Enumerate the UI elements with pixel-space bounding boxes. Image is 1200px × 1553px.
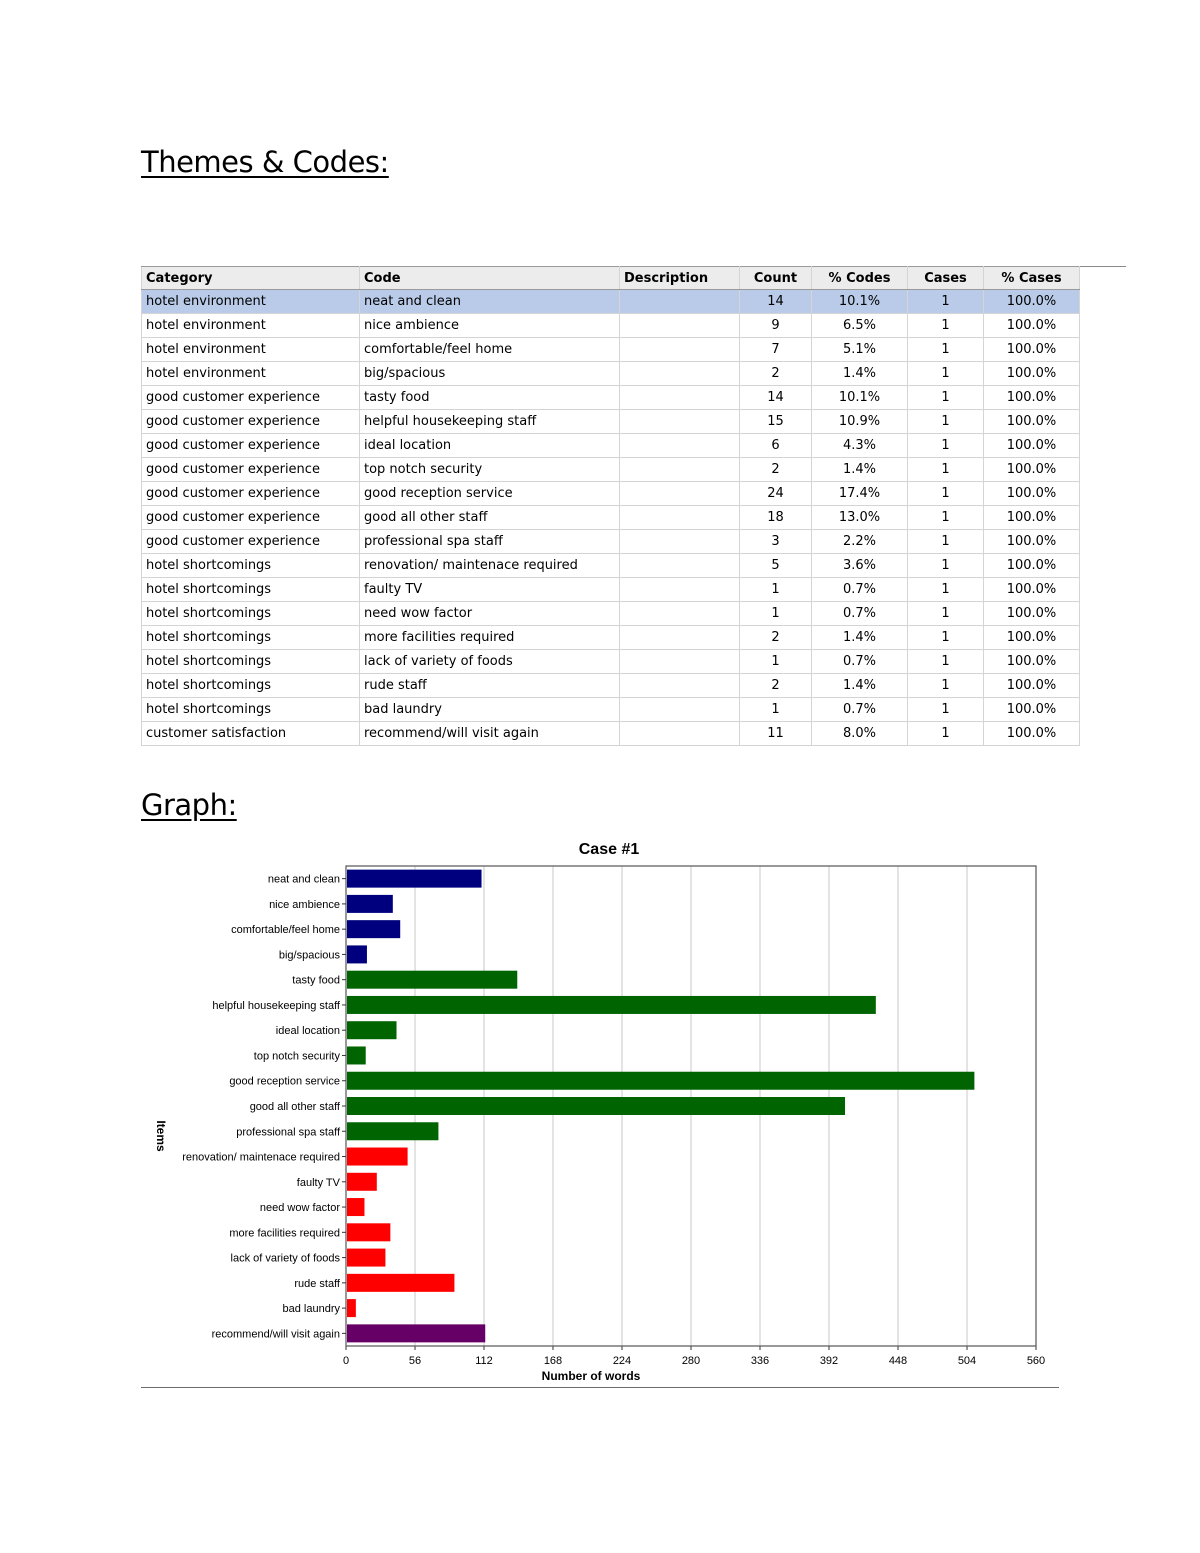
- category-cell: hotel shortcomings: [142, 602, 360, 626]
- x-tick-label: 504: [957, 1355, 977, 1367]
- bar: [347, 945, 367, 963]
- y-tick-label: renovation/ maintenace required: [182, 1151, 340, 1164]
- cases-cell: 1: [908, 602, 984, 626]
- pct-cases-cell: 100.0%: [984, 314, 1080, 338]
- y-tick-label: recommend/will visit again: [211, 1328, 340, 1341]
- category-cell: hotel environment: [142, 314, 360, 338]
- code-cell: big/spacious: [360, 362, 620, 386]
- description-cell: [620, 506, 740, 530]
- table-row[interactable]: [142, 482, 1080, 506]
- pct-codes-cell: 2.2%: [812, 530, 908, 554]
- description-cell: [620, 482, 740, 506]
- cases-cell: 1: [908, 362, 984, 386]
- count-cell: 14: [740, 290, 812, 314]
- x-tick-label: 168: [543, 1355, 563, 1367]
- x-tick-label: 392: [819, 1355, 839, 1367]
- category-cell: hotel environment: [142, 290, 360, 314]
- bar: [347, 1274, 454, 1292]
- y-tick-label: neat and clean: [267, 873, 340, 886]
- top-rule: [1078, 266, 1126, 267]
- x-tick-label: 224: [612, 1355, 632, 1367]
- code-cell: rude staff: [360, 674, 620, 698]
- column-header-description[interactable]: Description: [620, 267, 740, 290]
- count-cell: 18: [740, 506, 812, 530]
- code-cell: nice ambience: [360, 314, 620, 338]
- count-cell: 2: [740, 626, 812, 650]
- code-cell: ideal location: [360, 434, 620, 458]
- cases-cell: 1: [908, 554, 984, 578]
- y-tick-label: rude staff: [294, 1277, 340, 1290]
- count-cell: 3: [740, 530, 812, 554]
- category-cell: good customer experience: [142, 434, 360, 458]
- code-cell: tasty food: [360, 386, 620, 410]
- count-cell: 2: [740, 458, 812, 482]
- cases-cell: 1: [908, 530, 984, 554]
- y-tick-label: comfortable/feel home: [231, 924, 340, 937]
- category-cell: hotel shortcomings: [142, 698, 360, 722]
- description-cell: [620, 650, 740, 674]
- bar: [347, 1198, 364, 1216]
- bar-chart: [141, 832, 1059, 1380]
- pct-cases-cell: 100.0%: [984, 554, 1080, 578]
- y-tick-label: nice ambience: [269, 898, 340, 911]
- table-row[interactable]: [142, 530, 1080, 554]
- column-header-pct-cases[interactable]: % Cases: [984, 267, 1080, 290]
- cases-cell: 1: [908, 482, 984, 506]
- bar: [347, 1072, 974, 1090]
- table-row[interactable]: [142, 674, 1080, 698]
- code-cell: lack of variety of foods: [360, 650, 620, 674]
- pct-cases-cell: 100.0%: [984, 458, 1080, 482]
- code-cell: good reception service: [360, 482, 620, 506]
- code-cell: need wow factor: [360, 602, 620, 626]
- count-cell: 1: [740, 698, 812, 722]
- bar: [347, 996, 876, 1014]
- category-cell: hotel shortcomings: [142, 674, 360, 698]
- pct-codes-cell: 3.6%: [812, 554, 908, 578]
- y-tick-label: bad laundry: [282, 1303, 340, 1316]
- cases-cell: 1: [908, 698, 984, 722]
- y-tick-label: good all other staff: [249, 1101, 340, 1113]
- table-row[interactable]: [142, 506, 1080, 530]
- cases-cell: 1: [908, 650, 984, 674]
- y-axis-label: Items: [154, 1120, 168, 1152]
- pct-cases-cell: 100.0%: [984, 338, 1080, 362]
- cases-cell: 1: [908, 578, 984, 602]
- y-tick-label: helpful housekeeping staff: [212, 999, 340, 1012]
- table-row[interactable]: [142, 650, 1080, 674]
- cases-cell: 1: [908, 722, 984, 746]
- code-cell: renovation/ maintenace required: [360, 554, 620, 578]
- count-cell: 15: [740, 410, 812, 434]
- pct-cases-cell: 100.0%: [984, 434, 1080, 458]
- cases-cell: 1: [908, 410, 984, 434]
- table-row[interactable]: [142, 458, 1080, 482]
- y-tick-label: top notch security: [253, 1050, 340, 1063]
- table-row[interactable]: [142, 698, 1080, 722]
- pct-codes-cell: 0.7%: [812, 650, 908, 674]
- code-cell: more facilities required: [360, 626, 620, 650]
- description-cell: [620, 458, 740, 482]
- pct-cases-cell: 100.0%: [984, 362, 1080, 386]
- description-cell: [620, 698, 740, 722]
- bar: [347, 870, 482, 888]
- table-header-row: [142, 267, 1080, 290]
- cases-cell: 1: [908, 314, 984, 338]
- themes-heading: Themes & Codes:: [141, 145, 389, 179]
- bar: [347, 920, 400, 938]
- code-cell: helpful housekeeping staff: [360, 410, 620, 434]
- code-cell: good all other staff: [360, 506, 620, 530]
- pct-codes-cell: 10.9%: [812, 410, 908, 434]
- table-row[interactable]: [142, 602, 1080, 626]
- column-header-pct-codes[interactable]: % Codes: [812, 267, 908, 290]
- category-cell: hotel shortcomings: [142, 650, 360, 674]
- description-cell: [620, 434, 740, 458]
- count-cell: 5: [740, 554, 812, 578]
- category-cell: good customer experience: [142, 506, 360, 530]
- pct-cases-cell: 100.0%: [984, 650, 1080, 674]
- category-cell: customer satisfaction: [142, 722, 360, 746]
- y-tick-label: lack of variety of foods: [230, 1252, 340, 1265]
- y-tick-label: need wow factor: [259, 1202, 340, 1215]
- count-cell: 24: [740, 482, 812, 506]
- bar: [347, 1046, 366, 1064]
- pct-cases-cell: 100.0%: [984, 530, 1080, 554]
- table-row[interactable]: [142, 434, 1080, 458]
- code-cell: faulty TV: [360, 578, 620, 602]
- description-cell: [620, 338, 740, 362]
- code-cell: recommend/will visit again: [360, 722, 620, 746]
- y-tick-label: more facilities required: [229, 1227, 340, 1240]
- cases-cell: 1: [908, 506, 984, 530]
- category-cell: hotel environment: [142, 362, 360, 386]
- category-cell: good customer experience: [142, 530, 360, 554]
- pct-codes-cell: 0.7%: [812, 602, 908, 626]
- pct-codes-cell: 4.3%: [812, 434, 908, 458]
- pct-cases-cell: 100.0%: [984, 602, 1080, 626]
- x-tick-label: 56: [408, 1355, 422, 1367]
- pct-codes-cell: 5.1%: [812, 338, 908, 362]
- pct-codes-cell: 17.4%: [812, 482, 908, 506]
- table-row[interactable]: [142, 338, 1080, 362]
- description-cell: [620, 626, 740, 650]
- cases-cell: 1: [908, 338, 984, 362]
- count-cell: 7: [740, 338, 812, 362]
- code-cell: neat and clean: [360, 290, 620, 314]
- x-tick-label: 336: [750, 1355, 770, 1367]
- description-cell: [620, 674, 740, 698]
- pct-codes-cell: 10.1%: [812, 386, 908, 410]
- count-cell: 9: [740, 314, 812, 338]
- pct-codes-cell: 8.0%: [812, 722, 908, 746]
- y-tick-label: good reception service: [229, 1075, 340, 1088]
- category-cell: hotel shortcomings: [142, 578, 360, 602]
- table-row[interactable]: [142, 722, 1080, 746]
- table-row[interactable]: [142, 554, 1080, 578]
- table-row[interactable]: [142, 386, 1080, 410]
- pct-codes-cell: 1.4%: [812, 674, 908, 698]
- x-axis-label: Number of words: [541, 1369, 641, 1380]
- bar: [347, 1148, 408, 1166]
- cases-cell: 1: [908, 674, 984, 698]
- y-tick-label: professional spa staff: [236, 1126, 340, 1139]
- description-cell: [620, 362, 740, 386]
- description-cell: [620, 602, 740, 626]
- codes-table-body: [142, 290, 1080, 746]
- description-cell: [620, 530, 740, 554]
- bar: [347, 1173, 377, 1191]
- x-tick-label: 280: [681, 1355, 701, 1367]
- column-header-count[interactable]: Count: [740, 267, 812, 290]
- pct-codes-cell: 0.7%: [812, 698, 908, 722]
- column-header-category[interactable]: Category: [142, 267, 360, 290]
- graph-heading: Graph:: [141, 788, 237, 822]
- pct-cases-cell: 100.0%: [984, 482, 1080, 506]
- category-cell: hotel shortcomings: [142, 626, 360, 650]
- category-cell: good customer experience: [142, 386, 360, 410]
- pct-cases-cell: 100.0%: [984, 698, 1080, 722]
- table-row[interactable]: [142, 314, 1080, 338]
- pct-codes-cell: 6.5%: [812, 314, 908, 338]
- pct-codes-cell: 1.4%: [812, 626, 908, 650]
- pct-cases-cell: 100.0%: [984, 722, 1080, 746]
- table-row[interactable]: [142, 362, 1080, 386]
- pct-cases-cell: 100.0%: [984, 674, 1080, 698]
- codes-table: [141, 266, 1080, 746]
- x-tick-label: 448: [888, 1355, 908, 1367]
- bar: [347, 971, 517, 989]
- description-cell: [620, 722, 740, 746]
- code-cell: comfortable/feel home: [360, 338, 620, 362]
- description-cell: [620, 386, 740, 410]
- bar: [347, 1122, 438, 1140]
- pct-cases-cell: 100.0%: [984, 626, 1080, 650]
- pct-cases-cell: 100.0%: [984, 290, 1080, 314]
- bar: [347, 895, 393, 913]
- x-tick-label: 112: [475, 1355, 493, 1367]
- pct-codes-cell: 1.4%: [812, 362, 908, 386]
- column-header-cases[interactable]: Cases: [908, 267, 984, 290]
- cases-cell: 1: [908, 386, 984, 410]
- category-cell: hotel shortcomings: [142, 554, 360, 578]
- pct-cases-cell: 100.0%: [984, 578, 1080, 602]
- cases-cell: 1: [908, 458, 984, 482]
- description-cell: [620, 410, 740, 434]
- code-cell: bad laundry: [360, 698, 620, 722]
- pct-codes-cell: 1.4%: [812, 458, 908, 482]
- code-cell: professional spa staff: [360, 530, 620, 554]
- bar: [347, 1249, 385, 1267]
- column-header-code[interactable]: Code: [360, 267, 620, 290]
- bar: [347, 1021, 397, 1039]
- pct-codes-cell: 10.1%: [812, 290, 908, 314]
- category-cell: good customer experience: [142, 482, 360, 506]
- x-tick-label: 560: [1026, 1355, 1046, 1367]
- bar: [347, 1324, 485, 1342]
- chart-title: Case #1: [578, 841, 640, 858]
- cases-cell: 1: [908, 290, 984, 314]
- count-cell: 1: [740, 578, 812, 602]
- description-cell: [620, 578, 740, 602]
- table-row[interactable]: [142, 290, 1080, 314]
- description-cell: [620, 314, 740, 338]
- cases-cell: 1: [908, 434, 984, 458]
- pct-codes-cell: 0.7%: [812, 578, 908, 602]
- count-cell: 1: [740, 650, 812, 674]
- bar: [347, 1299, 356, 1317]
- count-cell: 11: [740, 722, 812, 746]
- description-cell: [620, 290, 740, 314]
- description-cell: [620, 554, 740, 578]
- pct-codes-cell: 13.0%: [812, 506, 908, 530]
- bottom-rule: [141, 1387, 1059, 1388]
- table-row[interactable]: [142, 578, 1080, 602]
- count-cell: 2: [740, 362, 812, 386]
- category-cell: hotel environment: [142, 338, 360, 362]
- bar: [347, 1223, 390, 1241]
- category-cell: good customer experience: [142, 458, 360, 482]
- pct-cases-cell: 100.0%: [984, 506, 1080, 530]
- count-cell: 1: [740, 602, 812, 626]
- bar: [347, 1097, 845, 1115]
- count-cell: 14: [740, 386, 812, 410]
- pct-cases-cell: 100.0%: [984, 386, 1080, 410]
- y-tick-label: faulty TV: [296, 1176, 340, 1189]
- x-tick-label: 0: [342, 1355, 350, 1367]
- pct-cases-cell: 100.0%: [984, 410, 1080, 434]
- y-tick-label: tasty food: [292, 974, 340, 987]
- count-cell: 2: [740, 674, 812, 698]
- count-cell: 6: [740, 434, 812, 458]
- code-cell: top notch security: [360, 458, 620, 482]
- y-tick-label: big/spacious: [278, 949, 340, 962]
- table-row[interactable]: [142, 410, 1080, 434]
- category-cell: good customer experience: [142, 410, 360, 434]
- y-tick-label: ideal location: [275, 1025, 340, 1038]
- cases-cell: 1: [908, 626, 984, 650]
- table-row[interactable]: [142, 626, 1080, 650]
